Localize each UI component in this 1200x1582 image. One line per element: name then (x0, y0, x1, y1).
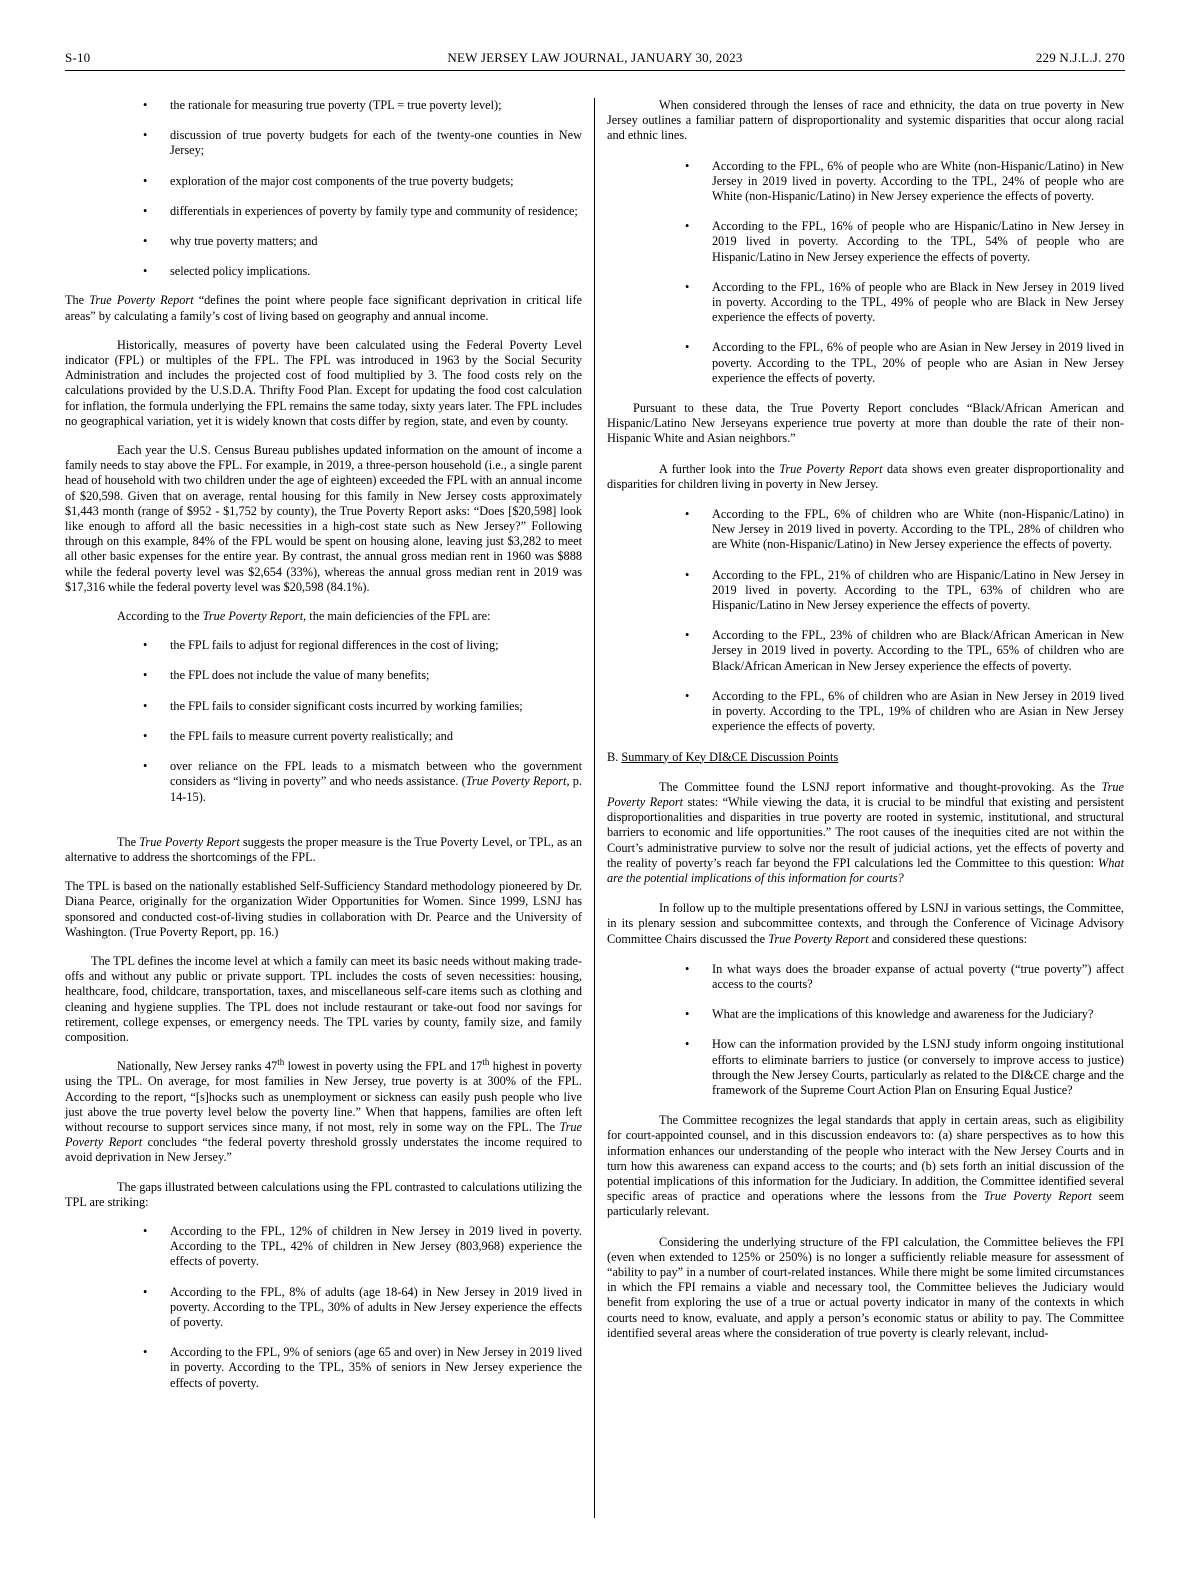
column-divider (594, 98, 595, 1518)
list-item: • According to the FPL, 21% of children who are Hispanic/Latino in New Jersey in 2019 lived in poverty. According to the TPL, 63% of children who are Hispanic/Latino in New Jersey experience the effects of poverty. (607, 568, 1124, 614)
block-quote: The TPL is based on the nationally established Self-Sufficiency Standard methodology pioneered by Dr. Diana Pearce, originally for the organization Wider Opportunities for Women. Since 1999, LSNJ has sponsored and conducted cost-of-living studies in collaboration with Dr. Pearce and the University of Washington. (True Poverty Report, pp. 16.) (65, 879, 582, 939)
page-number: S-10 (65, 50, 91, 65)
list-item: • the FPL fails to consider significant costs incurred by working families; (65, 699, 582, 714)
list-item: • According to the FPL, 6% of people who are White (non-Hispanic/Latino) in New Jersey in 2019 lived in poverty. According to the TPL, 24% of people who are White (non-Hispanic/Latino) in New Jersey experience the effects of poverty. (607, 159, 1124, 205)
paragraph: Considering the underlying structure of the FPI calculation, the Committee believes the FPI (even when extended to 125% or 250%) is no longer a sufficiently reliable measure for assessment of “ability to pay” in a number of court-related instances. While there might be some limited circumstances in which the FPI remains a viable and necessary tool, the Committee believes the Judiciary would benefit from exploring the use of a true or actual poverty indicator in many of the contexts in which courts need to know, evaluate, and apply a person’s economic status or ability to pay. The Committee identified several areas where the consideration of true poverty is clearly relevant, includ- (607, 1234, 1124, 1340)
paragraph: The True Poverty Report “defines the point where people face significant deprivation in critical life areas” by calculating a family’s cost of living based on geography and annual income. (65, 293, 583, 323)
paragraph: Each year the U.S. Census Bureau publishes updated information on the amount of income a family needs to stay above the FPL. For example, in 2019, a three-person household (i.e., a single parent head of household with two children under the age of eighteen) exceeded the FPL with an annual income of $20,598. Given that on average, rental housing for this family in New Jersey costs approximately $1,443 month (range of $952 - $1,752 by county), the True Poverty Report asks: “Does [$20,598] look like enough to afford all the basic necessities in a high-cost state such as New Jersey?” Following through on this example, 84% of the FPL would be spent on housing alone, leaving just $3,282 to meet all other basic expenses for the entire year. By contrast, the annual gross median rent in 1960 was $888 while the federal poverty level was $2,654 (33%), whereas the annual gross median rent in 2019 was $17,316 while the federal poverty level was $20,598 (84.1%). (65, 443, 582, 594)
tpl-gaps-list (65, 1224, 582, 1391)
left-column (65, 98, 582, 1391)
list-item: • why true poverty matters; and (65, 234, 582, 249)
list-item: • the FPL fails to measure current poverty realistically; and (65, 729, 582, 744)
header-rule (65, 70, 1125, 71)
list-item: • How can the information provided by the LSNJ study inform ongoing institutional efforts to eliminate barriers to justice (or conversely to improve access to justice) through the New Jersey Courts, particularly as related to the DI&CE charge and the framework of the Supreme Court Action Plan on Ensuring Equal Justice? (607, 1037, 1124, 1098)
list-item: • According to the FPL, 16% of people who are Hispanic/Latino in New Jersey in 2019 lived in poverty. According to the TPL, 54% of people who are Hispanic/Latino in New Jersey experience the effects of poverty. (607, 219, 1124, 265)
report-topics-list (65, 98, 582, 279)
list-item: • the FPL does not include the value of many benefits; (65, 668, 582, 683)
right-column (607, 98, 1124, 1341)
list-item: • the FPL fails to adjust for regional differences in the cost of living; (65, 638, 582, 653)
children-list (607, 507, 1124, 734)
list-item: • In what ways does the broader expanse of actual poverty (“true poverty”) affect access to the courts? (607, 962, 1124, 992)
list-item: • What are the implications of this knowledge and awareness for the Judiciary? (607, 1007, 1124, 1022)
list-item: • exploration of the major cost components of the true poverty budgets; (65, 174, 582, 189)
list-item: • According to the FPL, 23% of children who are Black/African American in New Jersey in 2019 lived in poverty. According to the TPL, 65% of children who are Black/African American in New Jersey experience the effects of poverty. (607, 628, 1124, 674)
list-item: • selected policy implications. (65, 264, 582, 279)
page-header (65, 50, 1125, 68)
paragraph: Nationally, New Jersey ranks 47th lowest in poverty using the FPL and 17th highest in poverty using the TPL. On average, for most families in New Jersey, true poverty is at 300% of the FPL. According to the report, “[s]hocks such as unemployment or sickness can easily push people who live just above the true poverty level below the poverty line.” When that happens, families are often left without recourse to support services since many, if not most, rely in some way on the FPL. The True Poverty Report concludes “the federal poverty threshold grossly understates the income required to avoid deprivation in New Jersey.” (65, 1057, 582, 1165)
paragraph: A further look into the True Poverty Report data shows even greater disproportionality and disparities for children living in poverty in New Jersey. (607, 461, 1125, 491)
paragraph: When considered through the lenses of race and ethnicity, the data on true poverty in New Jersey outlines a familiar pattern of disproportionality and systemic disparities that occur along racial and ethnic lines. (607, 98, 1124, 143)
paragraph: Historically, measures of poverty have been calculated using the Federal Poverty Level indicator (FPL) or multiples of the FPL. The FPL was introduced in 1963 by the Social Security Administration and includes the projected cost of food multiplied by 3. The food costs rely on the calculations provided by the U.S.D.A. Thrifty Food Plan. Except for updating the food cost calculation for inflation, the formula underlying the FPL remains the same today, sixty years later. The FPL includes no geographical variation, yet it is widely known that costs differ by region, state, and even by county. (65, 337, 582, 428)
paragraph: The True Poverty Report suggests the proper measure is the True Poverty Level, or TPL, as an alternative to address the shortcomings of the FPL. (65, 834, 582, 864)
section-heading: B. Summary of Key DI&CE Discussion Points (607, 749, 839, 764)
race-ethnicity-list (607, 159, 1124, 386)
fpl-deficiencies-list (65, 638, 582, 804)
list-item: • According to the FPL, 6% of children who are Asian in New Jersey in 2019 lived in poverty. According to the TPL, 19% of children who are Asian in New Jersey experience the effects of poverty. (607, 689, 1124, 735)
paragraph: According to the True Poverty Report, the main deficiencies of the FPL are: (117, 609, 491, 624)
list-item: • According to the FPL, 9% of seniors (age 65 and over) in New Jersey in 2019 lived in poverty. According to the TPL, 35% of seniors in New Jersey experience the effects of poverty. (65, 1345, 582, 1391)
list-item: • differentials in experiences of poverty by family type and community of residence; (65, 204, 582, 219)
paragraph: The gaps illustrated between calculations using the FPL contrasted to calculations utilizing the TPL are striking: (65, 1179, 582, 1209)
questions-list (607, 962, 1124, 1098)
paragraph: The Committee recognizes the legal standards that apply in certain areas, such as eligibility for court-appointed counsel, and in this discussion endeavors to: (a) share perspectives as to how this information enhances our understanding of the people who interact with the New Jersey Courts and in turn how this awareness can expand access to the courts; and (b) sets forth an initial discussion of the potential implications of this information for the Judiciary. In addition, the Committee identified several specific areas of practice and operations where the lessons from the True Poverty Report seem particularly relevant. (607, 1113, 1125, 1219)
list-item: • According to the FPL, 8% of adults (age 18-64) in New Jersey in 2019 lived in poverty. According to the TPL, 30% of adults in New Jersey experience the effects of poverty. (65, 1285, 582, 1331)
list-item: • According to the FPL, 12% of children in New Jersey in 2019 lived in poverty. According to the TPL, 42% of children in New Jersey (803,968) experience the effects of poverty. (65, 1224, 582, 1270)
list-item: • According to the FPL, 16% of people who are Black in New Jersey in 2019 lived in poverty. According to the TPL, 49% of people who are Black in New Jersey experience the effects of poverty. (607, 280, 1124, 326)
paragraph: The TPL defines the income level at which a family can meet its basic needs without making trade-offs and without any public or private support. TPL includes the costs of seven necessities: housing, healthcare, food, childcare, transportation, taxes, and miscellaneous self-care items such as clothing and cleaning and hygiene supplies. The TPL does not include restaurant or take-out food nor savings for retirement, college expenses, or emergency needs. The TPL varies by county, family size, and family composition. (65, 953, 582, 1044)
citation: 229 N.J.L.J. 270 (1035, 50, 1125, 65)
paragraph: Pursuant to these data, the True Poverty Report concludes “Black/African American and Hispanic/Latino New Jerseyans experience true poverty at more than double the rate of their non-Hispanic White and Asian neighbors.” (607, 401, 1124, 446)
paragraph: In follow up to the multiple presentations offered by LSNJ in various settings, the Committee, in its plenary session and subcommittee contexts, and through the Conference of Vicinage Advisory Committee Chairs discussed the True Poverty Report and considered these questions: (607, 901, 1124, 946)
journal-title: NEW JERSEY LAW JOURNAL, JANUARY 30, 2023 (447, 50, 743, 65)
paragraph: The Committee found the LSNJ report informative and thought-provoking. As the True Poverty Report states: “While viewing the data, it is crucial to be mindful that existing and persistent disproportionalities and disparities in true poverty are rooted in systemic, institutional, and structural barriers to economic and life opportunities.” The root causes of the inequities cited are not within the Court’s administrative purview to solve nor the result of judicial actions, yet the effects of poverty and the reality of poverty’s reach far beyond the FPI calculations led the Committee to this question: What are the potential implications of this information for courts? (607, 779, 1125, 885)
list-item: • According to the FPL, 6% of people who are Asian in New Jersey in 2019 lived in poverty. According to the TPL, 20% of people who are Asian in New Jersey experience the effects of poverty. (607, 340, 1124, 386)
list-item: • the rationale for measuring true poverty (TPL = true poverty level); (65, 98, 582, 113)
list-item: • over reliance on the FPL leads to a mismatch between who the government considers as “living in poverty” and who needs assistance. (True Poverty Report, p. 14-15). (65, 759, 582, 805)
list-item: • discussion of true poverty budgets for each of the twenty-one counties in New Jersey; (65, 128, 582, 158)
list-item: • According to the FPL, 6% of children who are White (non-Hispanic/Latino) in New Jersey in 2019 lived in poverty. According to the TPL, 28% of children who are White (non-Hispanic/Latino) in New Jersey experience the effects of poverty. (607, 507, 1124, 553)
